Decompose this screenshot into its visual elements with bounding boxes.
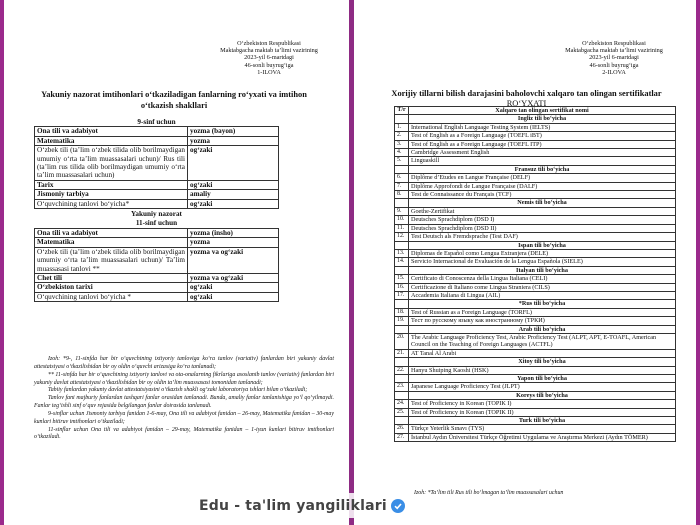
subject-cell: O‘quvchining tanlovi bo‘yicha * bbox=[35, 292, 188, 301]
empty-cell bbox=[395, 115, 409, 123]
note-paragraph: 11-sinflar uchun Ona tili va adabiyot fanidan – 29-may, Matematika fanidan – 1-iyun kunlari bitiruv imtihonlari o‘tkaziladi. bbox=[34, 426, 334, 441]
section-heading: 11-sinf uchun bbox=[135, 219, 178, 228]
form-cell: yozma va og‘zaki bbox=[188, 273, 279, 282]
group-heading: Fransuz tili bo‘yicha bbox=[409, 165, 676, 173]
row-number: 20. bbox=[395, 333, 409, 349]
group-heading-row bbox=[395, 391, 676, 399]
certificate-name: Deutsches Sprachdiplom (DSD II) bbox=[409, 224, 676, 232]
row-number: 4. bbox=[395, 149, 409, 157]
empty-cell bbox=[395, 358, 409, 366]
table-row bbox=[395, 425, 676, 433]
table-row bbox=[395, 174, 676, 182]
table-row bbox=[395, 182, 676, 190]
document-page-2 bbox=[354, 0, 696, 525]
table-row bbox=[35, 127, 279, 136]
group-heading: Nemis tili bo‘yicha bbox=[409, 199, 676, 207]
row-number: 24. bbox=[395, 400, 409, 408]
table-row bbox=[395, 400, 676, 408]
empty-cell bbox=[395, 199, 409, 207]
empty-cell bbox=[395, 325, 409, 333]
row-number: 26. bbox=[395, 425, 409, 433]
row-number: 12. bbox=[395, 233, 409, 241]
header-line: Maktabgacha maktab ta’limi vazirining bbox=[220, 47, 318, 55]
certificate-name: Test of English as a Foreign Language (TOEFL iBT) bbox=[409, 132, 676, 140]
group-heading-row bbox=[395, 241, 676, 249]
table-row bbox=[395, 366, 676, 374]
table-row bbox=[395, 149, 676, 157]
row-number: 5. bbox=[395, 157, 409, 165]
table-row bbox=[35, 228, 279, 237]
title-line: Xorijiy tillarni bilish darajasini baholovchi xalqaro tan olingan sertifikatlar bbox=[391, 89, 662, 98]
note-paragraph: 9-sinflar uchun Jismoniy tarbiya fanidan 1-6-may, Ona tili va adabiyot fanidan – 26-may, Matematika fanidan – 30-may kunlari bitiruv imtihonlari o‘tkaziladi; bbox=[34, 410, 334, 425]
table-row bbox=[395, 317, 676, 325]
subject-cell: O‘zbek tili (ta’lim o‘zbek tilida olib borilmaydigan umumiy o‘rta ta’lim muassasalari uchun)/ Ta’lim muassasasi tanlovi ** bbox=[35, 247, 188, 273]
row-number: 14. bbox=[395, 258, 409, 266]
certificate-name: Servicio Internacional de Evaluación de la Lengua Española (SIELE) bbox=[409, 258, 676, 266]
certificate-name: Goethe-Zertifikat bbox=[409, 207, 676, 215]
form-cell: yozma (insho) bbox=[188, 228, 279, 237]
table-header-row bbox=[395, 107, 676, 115]
row-number: 19. bbox=[395, 317, 409, 325]
group-heading: Koreys tili bo‘yicha bbox=[409, 391, 676, 399]
empty-cell bbox=[395, 300, 409, 308]
empty-cell bbox=[395, 241, 409, 249]
table-row bbox=[395, 224, 676, 232]
page-1-notes bbox=[34, 356, 334, 442]
header-line: 2023-yil 6-martdagi bbox=[589, 54, 639, 62]
certificate-name: Linguaskill bbox=[409, 157, 676, 165]
note-paragraph: ** 11-sinfda har bir o‘quvchining ixtiyoriy tanlovi va ota-onalarning fikrlariga asoslanib tanlov (variativ) fanlardan biri yakuniy davlat attestatsiyasi o‘tkazilishidan bir oy oldin ta’lim muassasasi tomonidan tanlanadi; bbox=[34, 371, 334, 386]
column-header-number: T/r bbox=[395, 107, 409, 115]
certificate-name: Certificazione di Italiano come Lingua Straniera (CILS) bbox=[409, 283, 676, 291]
row-number: 2. bbox=[395, 132, 409, 140]
group-heading: Turk tili bo‘yicha bbox=[409, 417, 676, 425]
certificate-name: Cambridge Assessment English bbox=[409, 149, 676, 157]
table-row bbox=[395, 283, 676, 291]
table-row bbox=[395, 291, 676, 299]
header-line: 2023-yil 6-martdagi bbox=[244, 54, 294, 62]
group-heading-row bbox=[395, 199, 676, 207]
certificate-name: Тест по русскому языку как иностранному (ТРКИ) bbox=[409, 317, 676, 325]
subject-cell: Tarix bbox=[35, 180, 188, 189]
row-number: 23. bbox=[395, 383, 409, 391]
row-number: 8. bbox=[395, 191, 409, 199]
exam-subjects-table bbox=[34, 117, 279, 302]
table-row bbox=[395, 275, 676, 283]
certificate-name: Certificato di Conoscenza della Lingua Italiana (CELI) bbox=[409, 275, 676, 283]
row-number: 17. bbox=[395, 291, 409, 299]
table-row bbox=[35, 199, 279, 208]
group-heading-row bbox=[395, 358, 676, 366]
table-row bbox=[395, 216, 676, 224]
empty-cell bbox=[395, 417, 409, 425]
row-number: 1. bbox=[395, 123, 409, 131]
group-heading: Xitoy tili bo‘yicha bbox=[409, 358, 676, 366]
subject-cell bbox=[35, 146, 188, 181]
group-heading-row bbox=[395, 325, 676, 333]
table-row bbox=[395, 333, 676, 349]
document-page-1 bbox=[4, 0, 349, 525]
form-cell: yozma va og‘zaki bbox=[188, 247, 279, 273]
table-row bbox=[395, 433, 676, 441]
header-line: 46-sonli buyrug‘iga bbox=[589, 61, 639, 69]
table-row bbox=[35, 247, 279, 273]
note-paragraph: Izoh: *9-, 11-sinfda har bir o‘quvchining ixtiyoriy tanloviga ko‘ra tanlov (variativ) fanlardan biri yakuniy davlat attestatsiyasi o‘tkazilishidan bir oy oldin o‘quvchi arizasiga ko‘ra tanlanadi; bbox=[34, 356, 334, 370]
table-row bbox=[35, 292, 279, 301]
row-number: 7. bbox=[395, 182, 409, 190]
subject-cell: Matematika bbox=[35, 238, 188, 247]
column-header-name: Xalqaro tan olingan sertifikat nomi bbox=[409, 107, 676, 115]
form-cell: og‘zaki bbox=[188, 180, 279, 189]
table-row bbox=[395, 349, 676, 357]
group-heading-row bbox=[395, 375, 676, 383]
certificate-name: Accademia Italiana di Lingua (AIL) bbox=[409, 291, 676, 299]
table-row bbox=[35, 146, 279, 181]
table-row bbox=[35, 273, 279, 282]
certificate-name: International English Language Testing System (IELTS) bbox=[409, 123, 676, 131]
group-heading-row bbox=[395, 165, 676, 173]
group-heading-row bbox=[395, 417, 676, 425]
certificate-name: The Arabic Language Proficiency Test, Arabic Proficiency Test (ALPT, APT, E-TOAFL, American Council on the Teaching of Foreign Languages (ACTFL) bbox=[409, 333, 676, 349]
subject-cell: Chet tili bbox=[35, 273, 188, 282]
table-row bbox=[35, 180, 279, 189]
watermark-text: Edu - ta'lim yangiliklari bbox=[199, 497, 387, 514]
table-row bbox=[35, 238, 279, 247]
page-1-title: Yakuniy nazorat imtihonlari o‘tkaziladigan fanlarning ro‘yxati va imtihon o‘tkazish shakllari bbox=[41, 90, 307, 110]
subject-cell: Matematika bbox=[35, 136, 188, 145]
form-cell: yozma bbox=[188, 136, 279, 145]
row-number: 27. bbox=[395, 433, 409, 441]
row-number: 6. bbox=[395, 174, 409, 182]
table-row bbox=[395, 383, 676, 391]
row-number: 21. bbox=[395, 349, 409, 357]
table-row bbox=[395, 308, 676, 316]
header-line: 46-sonli buyrug‘iga bbox=[244, 61, 294, 69]
row-number: 16. bbox=[395, 283, 409, 291]
title-line: RO‘YXATI bbox=[506, 98, 547, 108]
group-heading: Arab tili bo‘yicha bbox=[409, 325, 676, 333]
row-number: 22. bbox=[395, 366, 409, 374]
certificate-name: Test de Connaissance du Français (TCF) bbox=[409, 191, 676, 199]
certificate-name: Test of English as a Foreign Language (TOEFL ITP) bbox=[409, 140, 676, 148]
watermark bbox=[193, 493, 411, 518]
row-number: 9. bbox=[395, 207, 409, 215]
form-cell: amaliy bbox=[188, 190, 279, 199]
table-row bbox=[395, 191, 676, 199]
certificate-name: Deutsches Sprachdiplom (DSD I) bbox=[409, 216, 676, 224]
page-1-header bbox=[209, 40, 329, 76]
subject-cell: Ona tili va adabiyot bbox=[35, 127, 188, 136]
table-row bbox=[395, 157, 676, 165]
certificate-name: Test of Proficiency in Korean (TOPIK II) bbox=[409, 408, 676, 416]
certificates-table bbox=[394, 106, 676, 442]
frame-right-edge bbox=[696, 0, 700, 525]
subject-text: O‘zbek tili (ta’lim o‘zbek tilida olib borilmaydigan umumiy o‘rta ta’lim muassasalari uchun)/ Rus tili (ta’lim rus tilida olib borilmaydigan umumiy o‘rta ta’lim muassasalari uchun) bbox=[37, 146, 185, 180]
group-heading: Ispan tili bo‘yicha bbox=[409, 241, 676, 249]
certificate-name: Diplomas de Español como Lengua Extranjera (DELE) bbox=[409, 249, 676, 257]
form-cell: yozma bbox=[188, 238, 279, 247]
empty-cell bbox=[395, 375, 409, 383]
group-heading-row bbox=[395, 266, 676, 274]
table-row bbox=[35, 283, 279, 292]
form-cell: og‘zaki bbox=[188, 292, 279, 301]
table-row bbox=[395, 140, 676, 148]
empty-cell bbox=[395, 266, 409, 274]
section-heading: Yakuniy nazorat bbox=[131, 210, 182, 219]
header-line: 2-ILOVA bbox=[602, 68, 626, 76]
section-heading: 9-sinf uchun bbox=[137, 118, 176, 126]
row-number: 25. bbox=[395, 408, 409, 416]
row-number: 18. bbox=[395, 308, 409, 316]
group-heading: Italyan tili bo‘yicha bbox=[409, 266, 676, 274]
header-line: Maktabgacha maktab ta’limi vazirining bbox=[565, 47, 663, 55]
header-line: 1-ILOVA bbox=[257, 68, 281, 76]
row-number: 15. bbox=[395, 275, 409, 283]
certificate-name: Japanese Language Proficiency Test (JLPT) bbox=[409, 383, 676, 391]
page-2-header bbox=[549, 40, 679, 76]
group-heading: Yapon tili bo‘yicha bbox=[409, 375, 676, 383]
empty-cell bbox=[395, 391, 409, 399]
table-row bbox=[395, 207, 676, 215]
verified-badge-icon bbox=[391, 499, 405, 513]
certificate-name: Diplôme Approfondi de Langue Française (DALF) bbox=[409, 182, 676, 190]
row-number: 11. bbox=[395, 224, 409, 232]
subject-cell: O‘quvchining tanlovi bo‘yicha* bbox=[35, 199, 188, 208]
group-heading: Ingliz tili bo‘yicha bbox=[409, 115, 676, 123]
certificate-name: Test of Proficiency in Korean (TOPIK I) bbox=[409, 400, 676, 408]
page-2-note: Izoh: *Ta’lim tili Rus tili bo‘lmagan ta’lim muassasalari uchun bbox=[414, 490, 564, 496]
certificate-name: Hanyu Shuiping Kaoshi (HSK) bbox=[409, 366, 676, 374]
form-cell: yozma (bayon) bbox=[188, 127, 279, 136]
certificate-name: AT Tanal Al Arabi bbox=[409, 349, 676, 357]
certificate-name: Türkçe Yeterlik Sınavı (TYS) bbox=[409, 425, 676, 433]
certificate-name: Diplôme d’Etudes en Langue Française (DELF) bbox=[409, 174, 676, 182]
table-row bbox=[395, 233, 676, 241]
table-row bbox=[395, 249, 676, 257]
form-cell: og‘zaki bbox=[188, 146, 279, 181]
empty-cell bbox=[395, 165, 409, 173]
certificate-name: Test Deutsch als Fremdsprache (Test DAF) bbox=[409, 233, 676, 241]
table-row bbox=[395, 258, 676, 266]
certificate-name: İstanbul Aydın Üniversitesi Türkçe Öğretimi Uygulama ve Araştırma Merkezi (Aydın TÖMER) bbox=[409, 433, 676, 441]
row-number: 10. bbox=[395, 216, 409, 224]
subject-cell: Ona tili va adabiyot bbox=[35, 228, 188, 237]
header-line: O‘zbekiston Respublikasi bbox=[582, 40, 646, 47]
table-row bbox=[395, 132, 676, 140]
subject-cell: Jismoniy tarbiya bbox=[35, 190, 188, 199]
subject-cell: O‘zbekiston tarixi bbox=[35, 283, 188, 292]
header-line: O‘zbekiston Respublikasi bbox=[237, 40, 301, 47]
group-heading-row bbox=[395, 115, 676, 123]
table-row bbox=[395, 408, 676, 416]
form-cell: og‘zaki bbox=[188, 199, 279, 208]
note-paragraph: Tabiiy fanlardan yakuniy davlat attestatsiyasini o‘tkazish shakli og‘zaki laboratoriya ishlari bilan o‘tkaziladi; bbox=[48, 387, 308, 394]
table-row bbox=[35, 136, 279, 145]
table-row bbox=[35, 190, 279, 199]
note-paragraph: Tanlov fani majburiy fanlardan tashqari fanlar orasidan tanlanadi. Bunda, amaliy fanlar tanlanishiga yo‘l qo‘yilmaydi. Fanlar teg‘ishli sinf o‘quv rejasida belgilangan fanlar doirasida tanlanadi. bbox=[34, 395, 334, 410]
table-row bbox=[395, 123, 676, 131]
certificate-name: Test of Russian as a Foreign Language (TORFL) bbox=[409, 308, 676, 316]
row-number: 3. bbox=[395, 140, 409, 148]
group-heading-row bbox=[395, 300, 676, 308]
row-number: 13. bbox=[395, 249, 409, 257]
form-cell: og‘zaki bbox=[188, 283, 279, 292]
group-heading: *Rus tili bo‘yicha bbox=[409, 300, 676, 308]
